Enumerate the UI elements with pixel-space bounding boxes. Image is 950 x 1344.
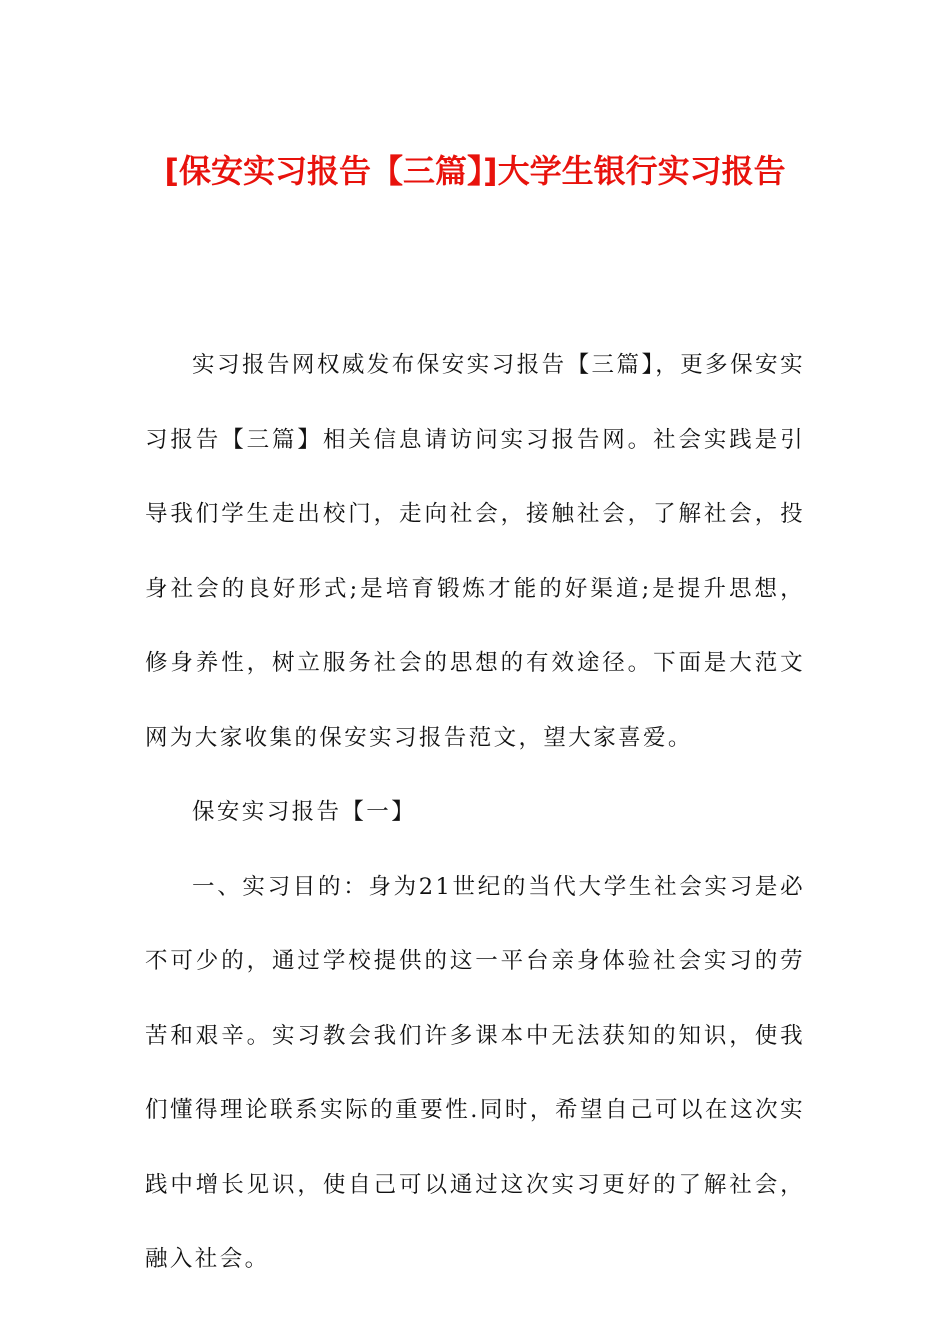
intro-paragraph: 实习报告网权威发布保安实习报告【三篇】，更多保安实习报告【三篇】相关信息请访问实习报告网。社会实践是引导我们学生走出校门，走向社会，接触社会，了解社会，投身社会的良好形式;是培育锻炼才能的好渠道;是提升思想，修身养性，树立服务社会的思想的有效途径。下面是大范文网为大家收集的保安实习报告范文，望大家喜爱。 [145,352,805,751]
section-heading: 保安实习报告【一】 [192,799,417,825]
document-title: [保安实习报告【三篇】]大学生银行实习报告 [164,152,786,190]
body-paragraph: 一、实习目的：身为21世纪的当代大学生社会实习是必不可少的，通过学校提供的这一平台亲身体验社会实习的劳苦和艰辛。实习教会我们许多课本中无法获知的知识，使我们懂得理论联系实际的重要性.同时，希望自己可以在这次实践中增长见识，使自己可以通过这次实习更好的了解社会，融入社会。 [145,873,805,1272]
document-body [145,328,805,1297]
